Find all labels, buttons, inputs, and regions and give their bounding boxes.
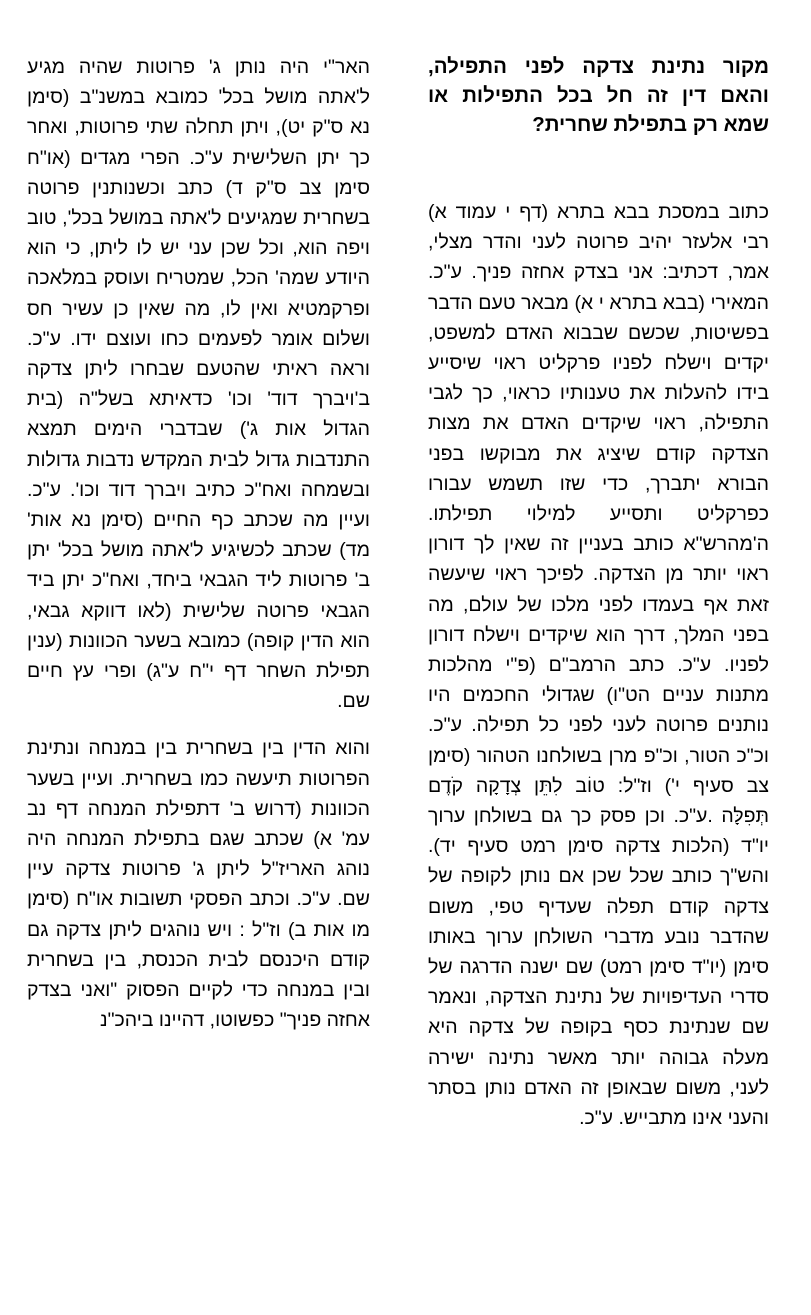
- left-column-paragraph-2: והוא הדין בין בשחרית בין במנחה ונתינת הפרוטות תיעשה כמו בשחרית. ועיין בשער הכוונות (דרוש ב' דתפילת המנחה דף נב עמ' א) שכתב שגם בתפילת המנחה היה נוהג האריז"ל ליתן ג' פרוטות צדקה עיין שם. ע"כ. וכתב הפסקי תשובות או"ח (סימן מו אות ב) וז"ל : ויש נוהגים ליתן צדקה גם קודם היכנסם לבית הכנסת, בין בשחרית ובין במנחה כדי לקיים הפסוק "ואני בצדק אחזה פניך" כפשוטו, דהיינו ביהכ"נ: [27, 737, 370, 1032]
- left-column-paragraph-1: האר"י היה נותן ג' פרוטות שהיה מגיע ל'אתה מושל בכל' כמובא במשנ"ב (סימן נא ס"ק יט), ויתן תחלה שתי פרוטות, ואחר כך יתן השלישית ע"כ. הפרי מגדים (או"ח סימן צב ס"ק ד) כתב וכשנותנין פרוטה בשחרית שמגיעים ל'אתה במושל בכל', טוב ויפה הוא, וכל שכן עני יש לו ליתן, כי הוא היודע שמה' הכל, שמטריח ועוסק במלאכה ופרקמטיא ואין לו, מה שאין כן עשיר חס ושלום אומר לפעמים כחו ועוצם ידו. ע"כ. וראה ראיתי שהטעם שבחרו ליתן צדקה ב'ויברך דוד' וכו' כדאיתא בשל"ה (בית הגדול אות ג') שבדברי הימים תמצא התנדבות גדול לבית המקדש נדבות גדולות ובשמחה ואח"כ כתיב ויברך דוד וכו'. ע"כ. ועיין מה שכתב כף החיים (סימן נא אות' מד) שכתב לכשיגיע ל'אתה מושל בכל' יתן ב' פרוטות ליד הגבאי ביחד, ואח"כ יתן ביד הגבאי פרוטה שלישית (לאו דווקא גבאי, הוא הדין קופה) כמובא בשער הכוונות (ענין תפילת השחר דף י"ח ע"ג) ופרי עץ חיים שם.: [27, 56, 370, 713]
- article-heading: מקור נתינת צדקה לפני התפילה, והאם דין זה חל בכל התפילות או שמא רק בתפילת שחרית?: [428, 55, 769, 136]
- right-column: [428, 52, 769, 1133]
- left-column: [27, 52, 370, 1036]
- right-column-paragraph: כתוב במסכת בבא בתרא (דף י עמוד א) רבי אלעזר יהיב פרוטה לעני והדר מצלי, אמר, דכתיב: אני בצדק אחזה פניך. ע"כ. המאירי (בבא בתרא י א) מבאר טעם הדבר בפשיטות, שכשם שבבוא האדם למשפט, יקדים וישלח לפניו פרקליט ראוי שיסייע בידו להעלות את טענותיו כראוי, כך לגבי התפילה, ראוי שיקדים האדם את מצות הצדקה קודם שיציג את מבוקשו בפני הבורא יתברך, כדי שזו תשמש עבורו כפרקליט ותסייע למילוי תפילתו. ה'מהרש"א כותב בעניין זה שאין לך דורון ראוי יותר מן הצדקה. לפיכך ראוי שיעשה זאת אף בעמדו לפני מלכו של עולם, מה בפני המלך, דרך הוא שיקדים וישלח דורון לפניו. ע"כ. כתב הרמב"ם (פ"י מהלכות מתנות עניים הט"ו) שגדולי החכמים היו נותנים פרוטה לעני לפני כל תפילה. ע"כ. וכ"כ הטור, וכ"פ מרן בשולחנו הטהור (סימן צב סעיף י') וז"ל: טוֹב לִתֵּן צְדָקָה קֹדֶם תְּפִלָּה .ע"כ. וכן פסק כך גם בשולחן ערוך יו"ד (הלכות צדקה סימן רמט סעיף יד). והש"ך כותב שכל שכן אם נותן לקופה של צדקה קודם תפלה שעדיף טפי, משום שהדבר נובע מדברי השולחן ערוך באותו סימן (יו"ד סימן רמט) שם ישנה הדרגה של סדרי העדיפויות של נתינת הצדקה, ונאמר שם שנתינת כסף בקופה של צדקה היא מעלה גבוהה יותר מאשר נתינה ישירה לעני, משום שבאופן זה האדם נותן בסתר והעני אינו מתבייש. ע"כ.: [428, 201, 769, 1130]
